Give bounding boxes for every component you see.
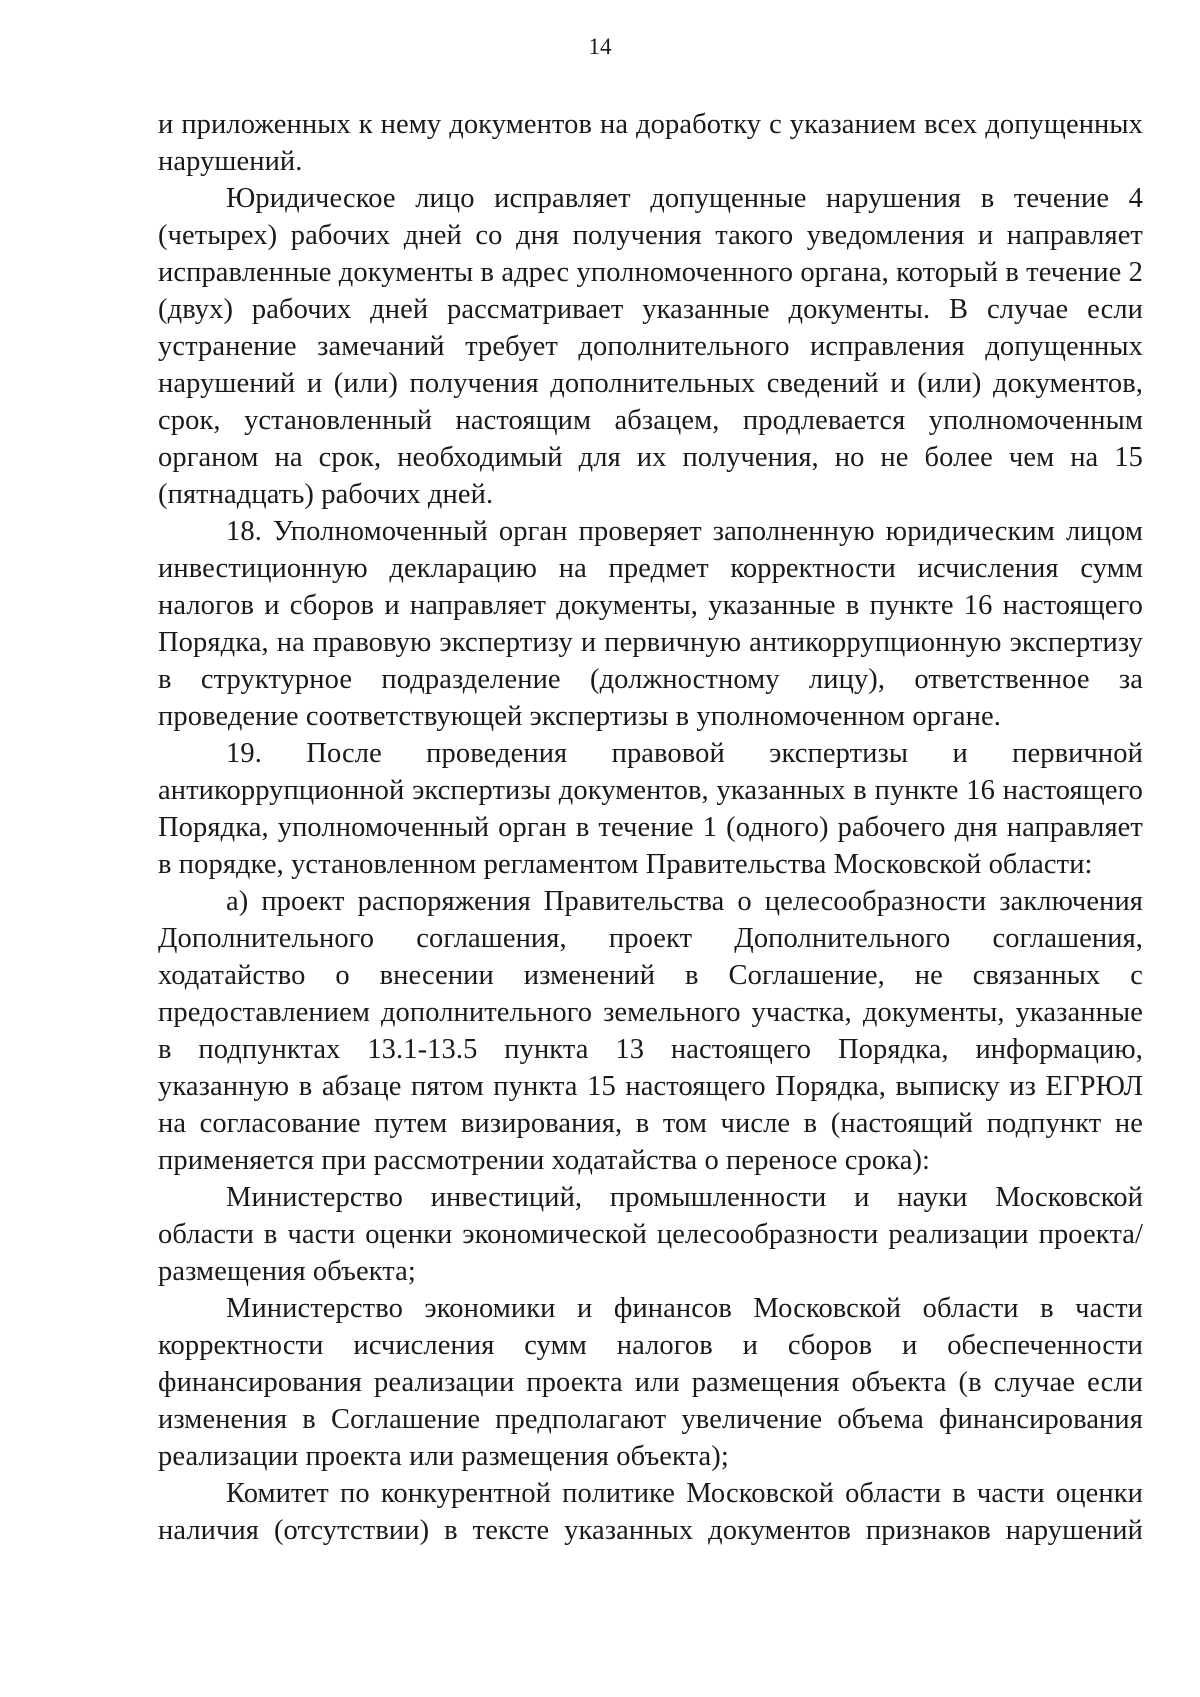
paragraph-ministry-economy-finance: Министерство экономики и финансов Московской области в части корректности исчисления сумм налогов и сборов и обеспеченности финансирования реализации проекта или размещения объекта (в случае если изменения в Соглашение предполагают увеличение объема финансирования реализации проекта или размещения объекта); xyxy=(158,1293,1143,1472)
paragraph-ministry-investments: Министерство инвестиций, промышленности и науки Московской области в части оценки экономической целесообразности реализации проекта/размещения объекта; xyxy=(158,1182,1143,1287)
page-number: 14 xyxy=(588,34,612,59)
document-body xyxy=(158,106,1143,1549)
paragraph-subitem-a: а) проект распоряжения Правительства о целесообразности заключения Дополнительного соглашения, проект Дополнительного соглашения, ходатайство о внесении изменений в Соглашение, не связанных с предоставлением дополнительного земельного участка, документы, указанные в подпунктах 13.1-13.5 пункта 13 настоящего Порядка, информацию, указанную в абзаце пятом пункта 15 настоящего Порядка, выписку из ЕГРЮЛ на согласование путем визирования, в том числе в (настоящий подпункт не применяется при рассмотрении ходатайства о переносе срока): xyxy=(158,886,1143,1176)
paragraph-continuation: и приложенных к нему документов на доработку с указанием всех допущенных нарушений. xyxy=(158,109,1143,177)
paragraph-legal-entity-corrections: Юридическое лицо исправляет допущенные нарушения в течение 4 (четырех) рабочих дней со дня получения такого уведомления и направляет исправленные документы в адрес уполномоченного органа, который в течение 2 (двух) рабочих дней рассматривает указанные документы. В случае если устранение замечаний требует дополнительного исправления допущенных нарушений и (или) получения дополнительных сведений и (или) документов, срок, установленный настоящим абзацем, продлевается уполномоченным органом на срок, необходимый для их получения, но не более чем на 15 (пятнадцать) рабочих дней. xyxy=(158,183,1143,510)
paragraph-item-19: 19. После проведения правовой экспертизы и первичной антикоррупционной экспертизы документов, указанных в пункте 16 настоящего Порядка, уполномоченный орган в течение 1 (одного) рабочего дня направляет в порядке, установленном регламентом Правительства Московской области: xyxy=(158,738,1143,880)
paragraph-item-18: 18. Уполномоченный орган проверяет заполненную юридическим лицом инвестиционную декларацию на предмет корректности исчисления сумм налогов и сборов и направляет документы, указанные в пункте 16 настоящего Порядка, на правовую экспертизу и первичную антикоррупционную экспертизу в структурное подразделение (должностному лицу), ответственное за проведение соответствующей экспертизы в уполномоченном органе. xyxy=(158,516,1143,732)
paragraph-committee-competition: Комитет по конкурентной политике Московской области в части оценки наличия (отсутствии) в тексте указанных документов признаков нарушений xyxy=(158,1478,1143,1546)
